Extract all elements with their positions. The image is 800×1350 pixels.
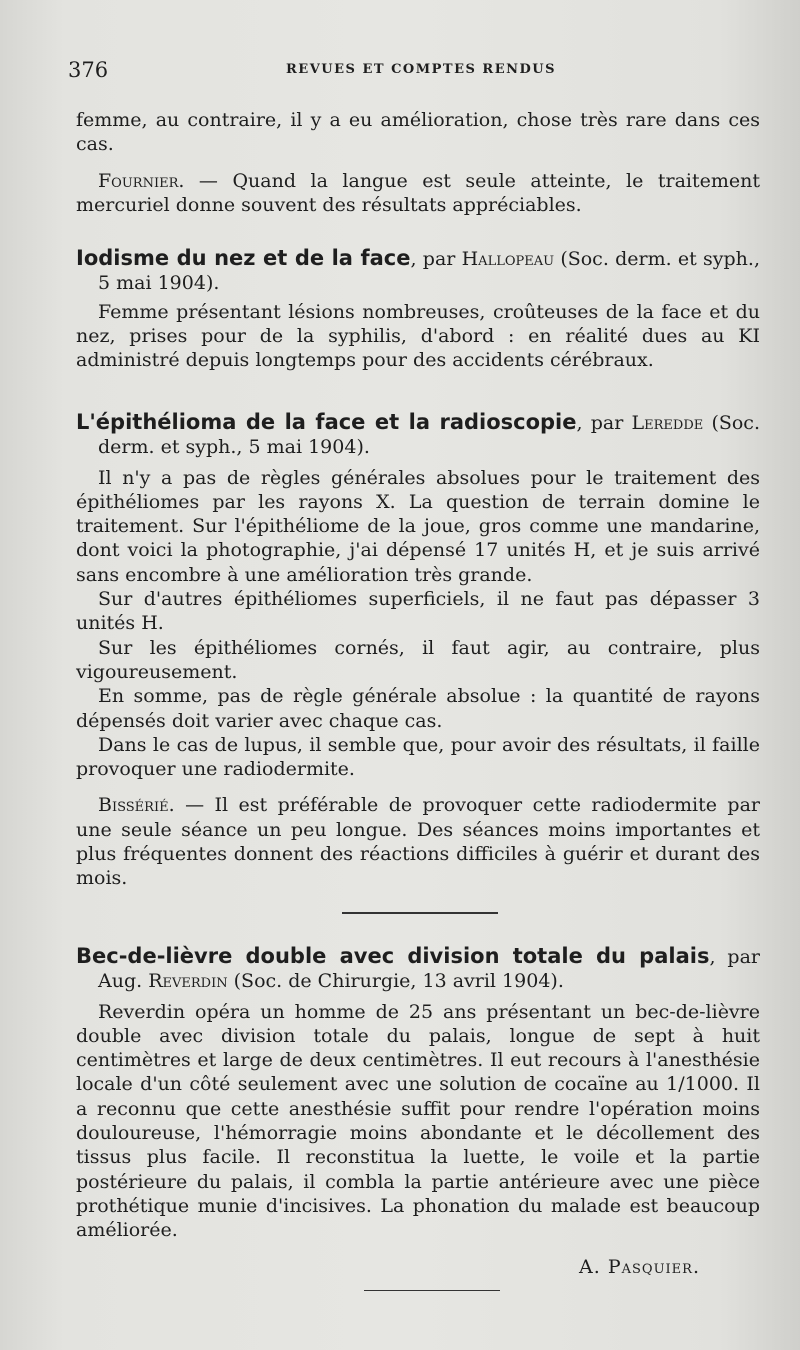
paragraph: femme, au contraire, il y a eu amélioration, chose très rare dans ces cas. <box>76 109 760 156</box>
speaker-name: Fournier. <box>98 169 185 192</box>
paragraph <box>76 169 760 218</box>
signature: A. Pasquier. <box>579 1255 700 1278</box>
heading-connector: , par <box>410 248 462 270</box>
article-bec-de-lievre <box>76 944 760 1279</box>
heading-connector: , par <box>709 946 760 968</box>
paragraph-text: — Il est préférable de provoquer cette radiodermite par une seule séance un peu longue. Des séances moins importantes et plus fréquentes donnent des réactions difficiles à guérir et durant des mois. <box>76 794 760 890</box>
running-title: REVUES ET COMPTES RENDUS <box>286 62 556 77</box>
author-prefix: Aug. <box>98 970 149 993</box>
article-author: Reverdin <box>148 970 228 993</box>
article-title: L'épithélioma de la face et la radioscopie <box>76 410 577 434</box>
paragraph: Il n'y a pas de règles générales absolues pour le traitement des épithéliomes par les rayons X. La question de terrain domine le traitement. Sur l'épithéliome de la joue, gros comme une mandarine, dont voici la photographie, j'ai dépensé 17 unités H, et je suis arrivé sans encombre à une amélioration très grande. <box>76 466 760 586</box>
article-reference: (Soc. de Chirurgie, 13 avril 1904). <box>227 970 564 993</box>
article-author: Hallopeau <box>461 248 555 270</box>
paragraph <box>76 793 760 890</box>
speaker-name: Bissérié. <box>98 794 175 817</box>
heading-connector: , par <box>576 412 632 434</box>
article-author: Leredde <box>631 412 704 434</box>
section-divider <box>342 912 498 914</box>
page-number: 376 <box>68 58 109 82</box>
paragraph-text: — Quand la langue est seule atteinte, le traitement mercuriel donne souvent des résultats appréciables. <box>76 169 760 216</box>
article-heading <box>76 246 760 296</box>
paragraph: Sur les épithéliomes cornés, il faut agir, au contraire, plus vigoureusement. <box>76 636 760 683</box>
paragraph: Sur d'autres épithéliomes superficiels, il ne faut pas dépasser 3 unités H. <box>76 588 760 635</box>
paragraph: Reverdin opéra un homme de 25 ans présentant un bec-de-lièvre double avec division totale du palais, longue de sept à huit centimètres et large de deux centimètres. Il eut recours à l'anesthésie locale d'un côté seulement avec une solution de cocaïne au 1/1000. Il a reconnu que cette anesthésie suffit pour rendre l'opération moins douloureuse, l'hémorragie moins abondante et le décollement des tissus plus facile. Il reconstitua la luette, le voile et la partie postérieure du palais, il combla la partie antérieure avec une pièce prothétique munie d'incisives. La phonation du malade est beaucoup améliorée. <box>76 1000 760 1242</box>
paragraph: Femme présentant lésions nombreuses, croûteuses de la face et du nez, prises pour de la syphilis, d'abord : en réalité dues au KI administré depuis longtemps pour des accidents cérébraux. <box>76 300 760 372</box>
article-epithelioma <box>76 410 760 891</box>
article-reference: (Soc. derm. et syph., 5 mai 1904). <box>98 248 760 295</box>
article-title: Bec-de-lièvre double avec division totale du palais <box>76 944 710 968</box>
footer-rule <box>364 1290 500 1291</box>
article-heading <box>76 944 760 994</box>
paragraph: En somme, pas de règle générale absolue : la quantité de rayons dépensés doit varier avec chaque cas. <box>76 685 760 732</box>
text-block-continuation <box>76 108 760 217</box>
article-title: Iodisme du nez et de la face <box>76 246 411 270</box>
article-iodisme <box>76 246 760 372</box>
article-heading <box>76 410 760 460</box>
article-reference: (Soc. derm. et syph., 5 mai 1904). <box>98 412 760 459</box>
page-header <box>68 58 760 88</box>
paragraph: Dans le cas de lupus, il semble que, pour avoir des résultats, il faille provoquer une radiodermite. <box>76 733 760 781</box>
